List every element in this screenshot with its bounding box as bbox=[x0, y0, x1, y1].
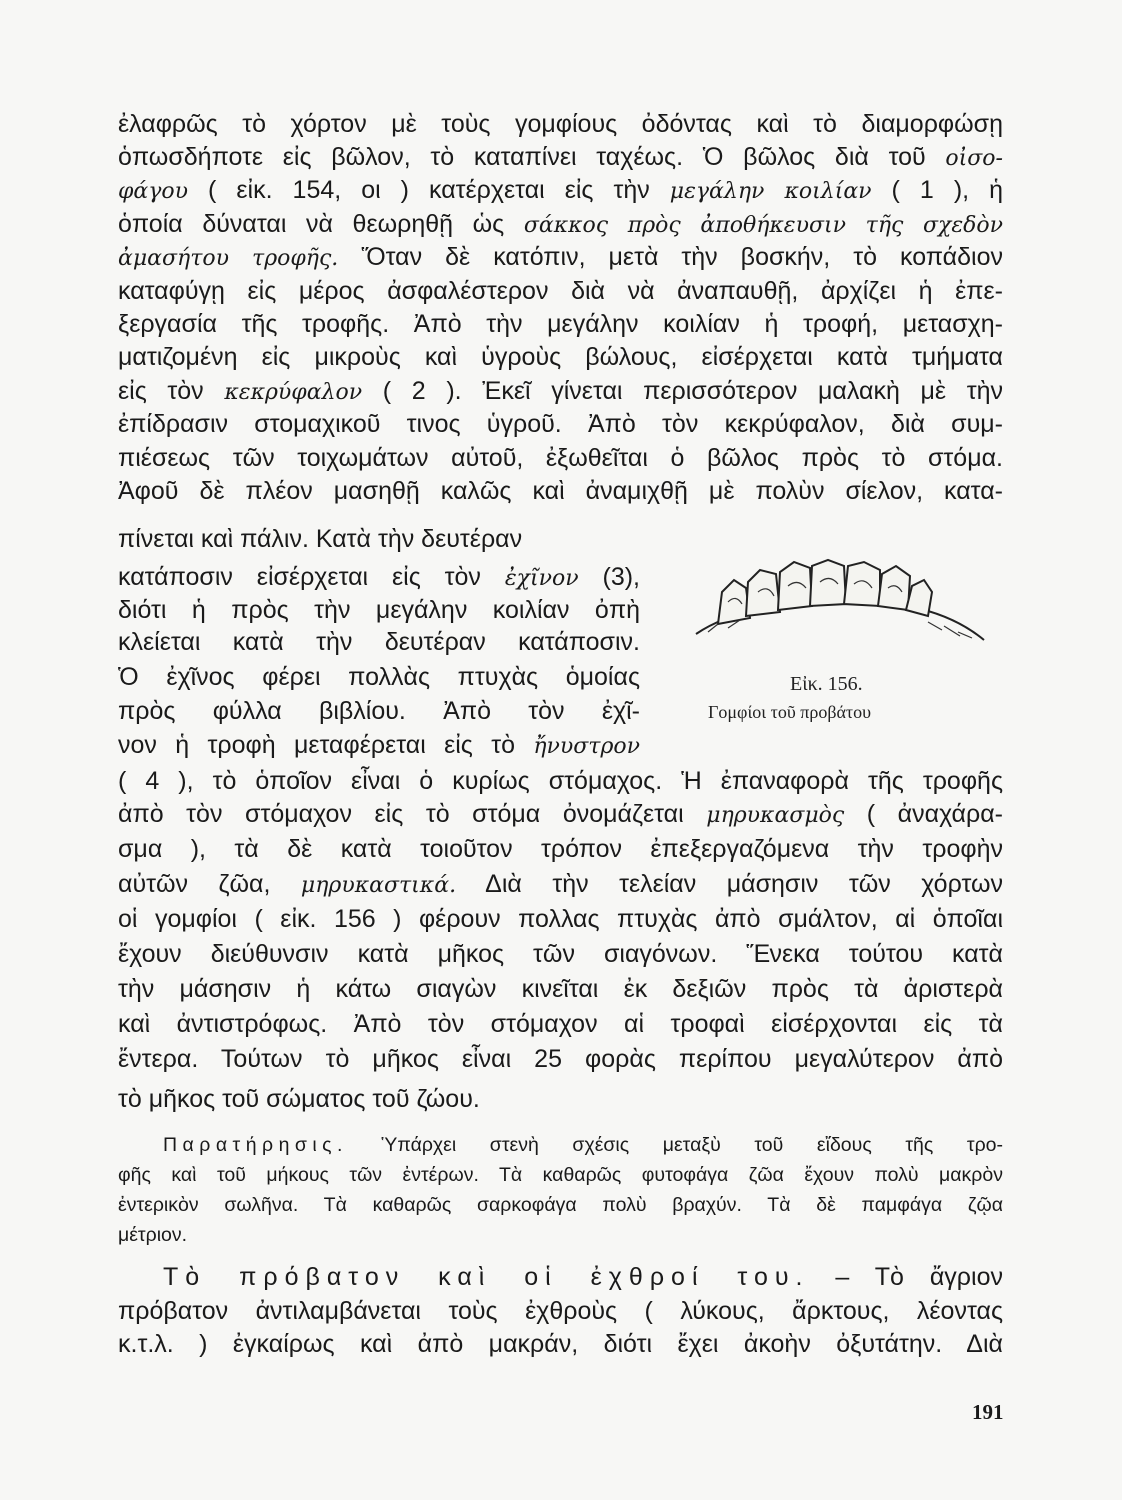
text-line bbox=[118, 276, 1003, 306]
text-segment: Διὰ τὴν τελείαν μάσησιν τῶν χόρτων bbox=[456, 870, 1003, 898]
text-line bbox=[118, 1329, 1003, 1359]
text-line bbox=[118, 869, 1003, 901]
text-segment: πιέσεως τῶν τοιχωμάτων αὐτοῦ, ἐξωθεῖται ὁ βῶλος πρὸς τὸ στόμα. bbox=[118, 444, 1003, 472]
italic-term: μεγάλην κοιλίαν bbox=[669, 179, 872, 204]
page-number: 191 bbox=[972, 1400, 1004, 1424]
italic-term: ἐχῖνον bbox=[504, 566, 579, 591]
text-segment: Ἀφοῦ δὲ πλέον μασηθῇ καλῶς καὶ ἀναμιχθῇ μὲ πολὺν σίελον, κατα- bbox=[118, 477, 1003, 505]
italic-term: ἤνυστρον bbox=[533, 734, 640, 759]
text-segment: κατάποσιν εἰσέρχεται εἰς τὸν bbox=[118, 563, 505, 591]
text-line bbox=[118, 342, 1003, 372]
figure-caption: Γομφίοι τοῦ προβάτου bbox=[708, 702, 872, 722]
text-line bbox=[118, 662, 640, 692]
text-segment: ματιζομένη εἰς μικροὺς καὶ ὑγροὺς βώλους, εἰσέρχεται κατὰ τμήματα bbox=[118, 343, 1003, 371]
text-segment: ἐπίδρασιν στομαχικοῦ τινος ὑγροῦ. Ἀπὸ τὸν κεκρύφαλον, διὰ συμ- bbox=[118, 410, 1003, 438]
text-segment: ( ἀναχάρα- bbox=[844, 800, 1003, 828]
text-segment: ( 4 ), τὸ ὁποῖον εἶναι ὁ κυρίως στόμαχος. Ἡ ἐπαναφορὰ τῆς τροφῆς bbox=[118, 767, 1003, 795]
text-segment: νον ἡ τροφὴ μεταφέρεται εἰς τὸ bbox=[118, 731, 534, 759]
text-line bbox=[118, 627, 640, 657]
figure-number: Εἰκ. 156. bbox=[790, 673, 863, 695]
text-line bbox=[118, 595, 640, 625]
text-line bbox=[163, 1262, 1003, 1292]
text-segment: κλείεται κατὰ τὴν δευτέραν κατάποσιν. bbox=[118, 628, 640, 656]
text-line bbox=[118, 1084, 1003, 1114]
text-line bbox=[118, 242, 1003, 274]
text-line bbox=[118, 409, 1003, 439]
text-line bbox=[118, 1162, 1003, 1188]
text-line bbox=[118, 696, 640, 726]
text-segment: ἔχουν διεύθυνσιν κατὰ μῆκος τῶν σιαγόνων. Ἕνεκα τούτου κατὰ bbox=[118, 940, 1003, 968]
text-segment: κ.τ.λ. ) ἐγκαίρως καὶ ἀπὸ μακράν, διότι ἔχει ἀκοὴν ὀξυτάτην. Διὰ bbox=[118, 1330, 1003, 1358]
text-line bbox=[118, 209, 1003, 241]
text-segment: ( 1 ), ἡ bbox=[871, 176, 1004, 204]
text-segment: τὸ μῆκος τοῦ σώματος τοῦ ζώου. bbox=[118, 1085, 480, 1113]
text-segment: πρόβατον ἀντιλαμβάνεται τοὺς ἐχθροὺς ( λύκους, ἄρκτους, λέοντας bbox=[118, 1297, 1003, 1325]
text-segment: πίνεται καὶ πάλιν. Κατὰ τὴν δευτέραν bbox=[118, 525, 523, 553]
text-segment: οἱ γομφίοι ( εἰκ. 156 ) φέρουν πολλας πτυχὰς ἀπὸ σμάλτον, αἱ ὁποῖαι bbox=[118, 905, 1003, 933]
text-line bbox=[118, 1009, 1003, 1039]
text-line bbox=[118, 766, 1003, 796]
text-segment: ἀπὸ τὸν στόμαχον εἰς τὸ στόμα ὀνομάζεται bbox=[118, 800, 707, 828]
text-line bbox=[118, 799, 1003, 831]
text-line bbox=[118, 939, 1003, 969]
text-segment: σμα ), τὰ δὲ κατὰ τοιοῦτον τρόπον ἐπεξεργαζόμενα τὴν τροφὴν bbox=[118, 835, 1003, 863]
spaced-heading: Τὸ πρόβατον καὶ οἱ ἐχθροί του. bbox=[163, 1263, 810, 1291]
text-line bbox=[118, 175, 1003, 207]
text-segment: καταφύγῃ εἰς μέρος ἀσφαλέστερον διὰ νὰ ἀναπαυθῇ, ἀρχίζει ἡ ἐπε- bbox=[118, 277, 1003, 305]
text-segment: τὴν μάσησιν ἡ κάτω σιαγὼν κινεῖται ἐκ δεξιῶν πρὸς τὰ ἀριστερὰ bbox=[118, 975, 1003, 1003]
text-segment: αὐτῶν ζῶα, bbox=[118, 870, 301, 898]
italic-term: ἀμασήτου τροφῆς. bbox=[118, 246, 339, 271]
text-segment: ὁποία δύναται νὰ θεωρηθῇ ὡς bbox=[118, 210, 524, 238]
text-segment: ὁπωσδήποτε εἰς βῶλον, τὸ καταπίνει ταχέως. Ὁ βῶλος διὰ τοῦ bbox=[118, 143, 946, 171]
text-line bbox=[118, 562, 640, 594]
text-segment: ( εἰκ. 154, οι ) κατέρχεται εἰς τὴν bbox=[188, 176, 670, 204]
italic-term: φάγου bbox=[118, 179, 189, 204]
text-line bbox=[118, 1296, 1003, 1326]
text-line bbox=[118, 1222, 1003, 1248]
text-line bbox=[118, 834, 1003, 864]
text-line bbox=[118, 524, 640, 554]
text-line bbox=[118, 142, 1003, 174]
text-segment: εἰς τὸν bbox=[118, 377, 225, 405]
text-segment: ἐλαφρῶς τὸ χόρτον μὲ τοὺς γομφίους ὀδόντας καὶ τὸ διαμορφώσῃ bbox=[118, 110, 1003, 138]
text-line bbox=[163, 1132, 1003, 1158]
text-line bbox=[118, 730, 640, 762]
text-segment: ( 2 ). Ἐκεῖ γίνεται περισσότερον μαλακὴ μὲ τὴν bbox=[362, 377, 1003, 405]
italic-term: οἰσο- bbox=[945, 146, 1003, 171]
italic-term: σάκκος πρὸς ἀποθήκευσιν τῆς σχεδὸν bbox=[523, 213, 1003, 238]
text-segment: μέτριον. bbox=[118, 1224, 188, 1246]
text-line bbox=[118, 376, 1003, 408]
text-line bbox=[118, 443, 1003, 473]
italic-term: μηρυκασμὸς bbox=[706, 803, 845, 828]
text-line bbox=[118, 476, 1003, 506]
text-segment: πρὸς φύλλα βιβλίου. Ἀπὸ τὸν ἐχῖ- bbox=[118, 697, 640, 725]
text-line bbox=[118, 309, 1003, 339]
text-segment: Ὅταν δὲ κατόπιν, μετὰ τὴν βοσκήν, τὸ κοπάδιον bbox=[338, 243, 1004, 271]
text-segment: διότι ἡ πρὸς τὴν μεγάλην κοιλίαν ὀπὴ bbox=[118, 596, 640, 624]
spaced-heading: Παρατήρησις. bbox=[163, 1134, 348, 1156]
text-segment: Ὁ ἐχῖνος φέρει πολλὰς πτυχὰς ὁμοίας bbox=[118, 663, 640, 691]
text-segment: Ὑπάρχει στενὴ σχέσις μεταξὺ τοῦ εἴδους τῆς τρο- bbox=[347, 1134, 1003, 1156]
text-segment: φῆς καὶ τοῦ μήκους τῶν ἐντέρων. Τὰ καθαρῶς φυτοφάγα ζῶα ἔχουν πολὺ μακρὸν bbox=[118, 1164, 1003, 1186]
text-segment: καὶ ἀντιστρόφως. Ἀπὸ τὸν στόμαχον αἱ τροφαὶ εἰσέρχονται εἰς τὰ bbox=[118, 1010, 1003, 1038]
text-segment: – Τὸ ἄγριον bbox=[809, 1263, 1003, 1291]
text-line bbox=[118, 1192, 1003, 1218]
text-segment: ἔντερα. Τούτων τὸ μῆκος εἶναι 25 φορὰς περίπου μεγαλύτερον ἀπὸ bbox=[118, 1045, 1003, 1073]
text-segment: ἐντερικὸν σωλῆνα. Τὰ καθαρῶς σαρκοφάγα πολὺ βραχύν. Τὰ δὲ παμφάγα ζῷα bbox=[118, 1194, 1003, 1216]
text-line bbox=[118, 109, 1003, 139]
text-segment: (3), bbox=[578, 563, 640, 591]
italic-term: κεκρύφαλον bbox=[224, 380, 363, 405]
text-line bbox=[118, 904, 1003, 934]
text-segment: ξεργασία τῆς τροφῆς. Ἀπὸ τὴν μεγάλην κοιλίαν ἡ τροφή, μετασχη- bbox=[118, 310, 1003, 338]
sheep-molars-illustration bbox=[688, 552, 988, 652]
text-line bbox=[118, 1044, 1003, 1074]
italic-term: μηρυκαστικά. bbox=[300, 873, 457, 898]
text-line bbox=[118, 974, 1003, 1004]
